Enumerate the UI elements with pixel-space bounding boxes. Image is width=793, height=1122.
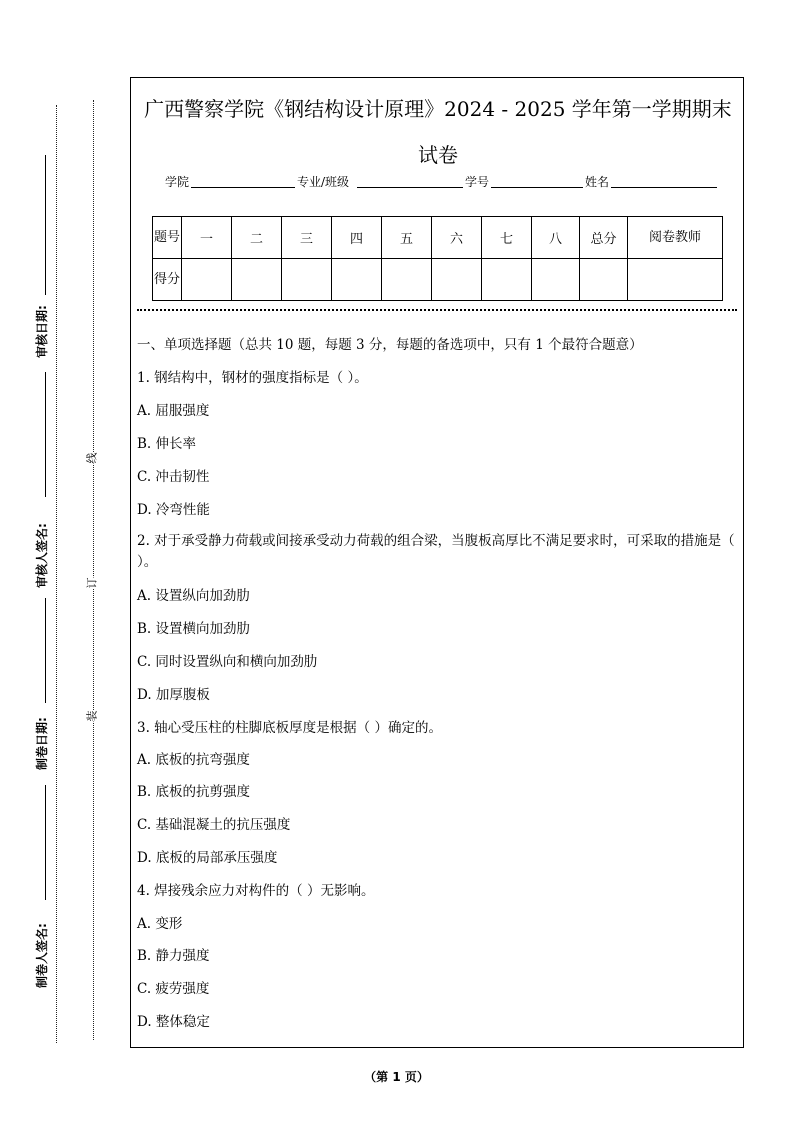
question-3-option-c: C. 基础混凝土的抗压强度	[137, 817, 291, 833]
question-4-option-d: D. 整体稳定	[137, 1014, 210, 1030]
score-cell[interactable]	[580, 259, 628, 301]
score-col-3: 三	[282, 217, 332, 259]
score-col-qnum: 题号	[153, 217, 182, 259]
question-4-stem: 4. 焊接残余应力对构件的（ ）无影响。	[137, 883, 375, 899]
question-3-stem: 3. 轴心受压柱的柱脚底板厚度是根据（ ）确定的。	[137, 720, 442, 736]
question-2-option-a: A. 设置纵向加劲肋	[137, 588, 250, 604]
score-cell[interactable]	[332, 259, 382, 301]
score-cell[interactable]	[628, 259, 723, 301]
question-4-option-c: C. 疲劳强度	[137, 981, 210, 997]
field-id-blank[interactable]	[491, 173, 583, 188]
question-1-option-a: A. 屈服强度	[137, 403, 210, 419]
reviewer-signature-label: 审核人签名:	[35, 523, 49, 588]
score-cell[interactable]	[282, 259, 332, 301]
score-cell[interactable]	[432, 259, 482, 301]
field-name-label: 姓名	[585, 175, 610, 189]
score-col-7: 七	[482, 217, 532, 259]
section1-heading: 一、单项选择题（总共 10 题，每题 3 分，每题的备选项中，只有 1 个最符合题意）	[137, 337, 643, 353]
score-col-5: 五	[382, 217, 432, 259]
review-date-line	[45, 155, 46, 295]
score-col-4: 四	[332, 217, 382, 259]
score-cell[interactable]	[382, 259, 432, 301]
score-table	[152, 216, 723, 301]
question-2-option-d: D. 加厚腹板	[137, 687, 210, 703]
score-col-grader: 阅卷教师	[628, 217, 723, 259]
score-table-header-row	[153, 217, 723, 259]
question-3-option-b: B. 底板的抗剪强度	[137, 784, 251, 800]
score-col-6: 六	[432, 217, 482, 259]
score-cell[interactable]	[182, 259, 232, 301]
question-1-option-b: B. 伸长率	[137, 436, 197, 452]
score-col-8: 八	[532, 217, 580, 259]
field-college-label: 学院	[165, 175, 190, 189]
binding-line-inner	[93, 100, 94, 1040]
exam-title-line1: 广西警察学院《钢结构设计原理》2024 - 2025 学年第一学期期末	[144, 97, 732, 121]
exam-frame	[130, 77, 744, 1048]
question-3-option-d: D. 底板的局部承压强度	[137, 850, 278, 866]
prep-date-label: 制卷日期:	[35, 717, 49, 770]
reviewer-signature-line	[45, 372, 46, 497]
exam-title	[131, 86, 745, 178]
exam-title-line2: 试卷	[418, 143, 458, 167]
field-college-blank[interactable]	[191, 173, 295, 188]
score-table-score-row	[153, 259, 723, 301]
field-major-label: 专业/班级	[297, 175, 350, 189]
score-row-label: 得分	[153, 259, 182, 301]
score-col-1: 一	[182, 217, 232, 259]
score-cell[interactable]	[232, 259, 282, 301]
question-4-option-b: B. 静力强度	[137, 948, 210, 964]
question-3-option-a: A. 底板的抗弯强度	[137, 752, 250, 768]
prep-date-line	[45, 598, 46, 703]
field-major-blank[interactable]	[357, 173, 463, 188]
score-col-total: 总分	[580, 217, 628, 259]
question-2-option-b: B. 设置横向加劲肋	[137, 621, 251, 637]
field-id-label: 学号	[465, 175, 490, 189]
score-col-2: 二	[232, 217, 282, 259]
score-cell[interactable]	[482, 259, 532, 301]
page-number: （第 1 页）	[364, 1070, 429, 1084]
review-date-label: 审核日期:	[35, 305, 49, 358]
question-4-option-a: A. 变形	[137, 916, 183, 932]
field-name-blank[interactable]	[611, 173, 717, 188]
question-2-option-c: C. 同时设置纵向和横向加劲肋	[137, 654, 318, 670]
header-separator	[137, 309, 737, 311]
question-1-stem: 1. 钢结构中，钢材的强度指标是（ ）。	[137, 370, 368, 386]
question-2-stem: 2. 对于承受静力荷载或间接承受动力荷载的组合梁，当腹板高厚比不满足要求时，可采取的措施是（ ）。	[137, 533, 735, 570]
question-1-option-c: C. 冲击韧性	[137, 469, 210, 485]
preparer-signature-line	[45, 785, 46, 900]
question-1-option-d: D. 冷弯性能	[137, 502, 210, 518]
cut-mark-load: 装	[85, 710, 99, 722]
binding-line-outer	[56, 105, 57, 1043]
preparer-signature-label: 制卷人签名:	[35, 923, 49, 988]
cut-mark-line: 线	[85, 452, 99, 464]
cut-mark-bind: 订	[85, 577, 99, 589]
score-cell[interactable]	[532, 259, 580, 301]
